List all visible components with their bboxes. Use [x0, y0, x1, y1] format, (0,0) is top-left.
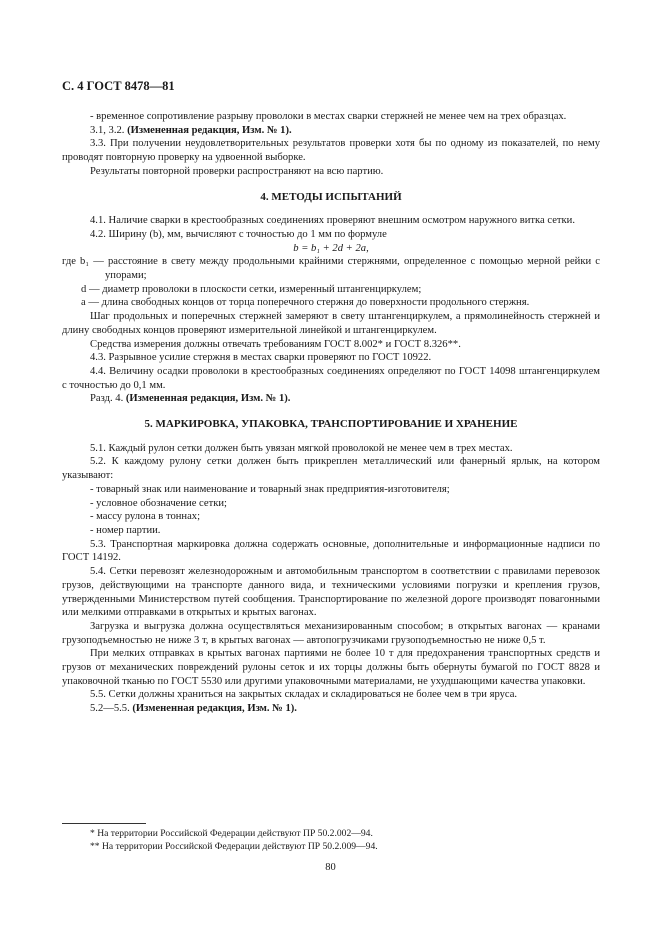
paragraph-4-4: 4.4. Величину осадки проволоки в крестообразных соединениях определяют по ГОСТ 14098 штангенциркулем с точностью до 0,1 мм.	[62, 365, 600, 391]
clause-ref: 5.2—5.5.	[90, 703, 130, 715]
paragraph-small-shipments: При мелких отправках в крытых вагонах партиями не более 10 т для предохранения транспортных средств и грузов от механических повреждений рулоны сеток и их торцы должны быть обернуты бумагой по ГОСТ 8828 и упаковочной тканью по ГОСТ 5530 или другими упаковочными материалами, не ухудшающими качества упаковки.	[62, 648, 600, 687]
page-content	[62, 110, 600, 716]
paragraph-pitch: Шаг продольных и поперечных стержней замеряют в свету штангенциркулем, а прямолинейность стержней и длину свободных концов проверяют измерительной линейкой и штангенциркулем.	[62, 311, 600, 336]
footnote-divider	[62, 823, 146, 824]
footnote: ** На территории Российской Федерации действуют ПР 50.2.009—94.	[90, 840, 378, 852]
amendment-note: (Измененная редакция, Изм. № 1).	[127, 124, 292, 136]
paragraph-4-2: 4.2. Ширину (b), мм, вычисляют с точностью до 1 мм по формуле	[90, 228, 387, 240]
amendment-note: (Измененная редакция, Изм. № 1).	[132, 703, 297, 715]
running-header: С. 4 ГОСТ 8478—81	[62, 79, 175, 93]
definition-d: d — диаметр проволоки в плоскости сетки, измеренный штангенциркулем;	[81, 283, 422, 295]
paragraph-4-3: 4.3. Разрывное усилие стержня в местах сварки проверяют по ГОСТ 10922.	[90, 352, 432, 364]
paragraph-instruments: Средства измерения должны отвечать требованиям ГОСТ 8.002* и ГОСТ 8.326**.	[90, 338, 461, 350]
list-item: - товарный знак или наименование и товарный знак предприятия-изготовителя;	[90, 483, 450, 495]
paragraph-5-1: 5.1. Каждый рулон сетки должен быть увязан мягкой проволокой не менее чем в трех местах.	[90, 442, 513, 454]
list-item: - номер партии.	[90, 524, 161, 536]
paragraph-5-2: 5.2. К каждому рулону сетки должен быть прикреплен металлический или фанерный ярлык, на котором указывают:	[62, 456, 600, 482]
page-number: 80	[325, 862, 336, 873]
section-5-title: 5. МАРКИРОВКА, УПАКОВКА, ТРАНСПОРТИРОВАНИЕ И ХРАНЕНИЕ	[144, 418, 518, 431]
footnotes	[62, 828, 602, 854]
paragraph-4-1: 4.1. Наличие сварки в крестообразных соединениях проверяют внешним осмотром наружного витка сетки.	[90, 215, 575, 227]
paragraph-3-3: 3.3. При получении неудовлетворительных результатов проверки хотя бы по одному из показателей, по нему проводят повторную проверку на удвоенной выборке.	[62, 138, 600, 164]
width-formula: b = b₁ + 2d + 2a,	[293, 242, 369, 254]
clause-ref: Разд. 4.	[90, 393, 124, 405]
definition-a: a — длина свободных концов от торца поперечного стержня до поверхности продольного стержня.	[81, 297, 530, 309]
paragraph-5-4: 5.4. Сетки перевозят железнодорожным и автомобильным транспортом в соответствии с правилами перевозок грузов, действующими на транспорте данного вида, и техническими условиями погрузки и крепления грузов, утвержденными Министерством путей сообщения. Транспортирование по железной дороге производят повагонными или мелкими отправками в открытых и крытых вагонах.	[62, 566, 600, 619]
section-4-title: 4. МЕТОДЫ ИСПЫТАНИЙ	[260, 190, 402, 203]
paragraph-amendment-3-1	[62, 124, 600, 138]
footnote: * На территории Российской Федерации действуют ПР 50.2.002—94.	[90, 828, 373, 839]
paragraph-retest: Результаты повторной проверки распространяют на всю партию.	[90, 165, 384, 177]
clause-ref: 3.1, 3.2.	[90, 124, 125, 136]
paragraph-strength: - временное сопротивление разрыву проволоки в местах сварки стержней не менее чем на трех образцах.	[90, 111, 567, 122]
paragraph-section5-amendment	[62, 702, 600, 716]
list-item: - условное обозначение сетки;	[90, 497, 227, 509]
definition-b1: где b₁ — расстояние в свету между продольными крайними стержнями, определенное с помощью мерной рейки с упорами;	[62, 256, 600, 282]
paragraph-loading: Загрузка и выгрузка должна осуществляться механизированным способом; в открытых вагонах — кранами грузоподъемностью не ниже 3 т, в крытых вагонах — автопогрузчиками грузоподъемностью не ниже 0,5 т.	[62, 620, 600, 646]
paragraph-section4-amendment	[62, 392, 600, 406]
paragraph-5-5: 5.5. Сетки должны храниться на закрытых складах и складироваться не более чем в три яруса.	[90, 689, 518, 701]
paragraph-5-3: 5.3. Транспортная маркировка должна содержать основные, дополнительные и информационные надписи по ГОСТ 14192.	[62, 538, 600, 564]
list-item: - массу рулона в тоннах;	[90, 511, 201, 523]
amendment-note: (Измененная редакция, Изм. № 1).	[125, 393, 291, 405]
